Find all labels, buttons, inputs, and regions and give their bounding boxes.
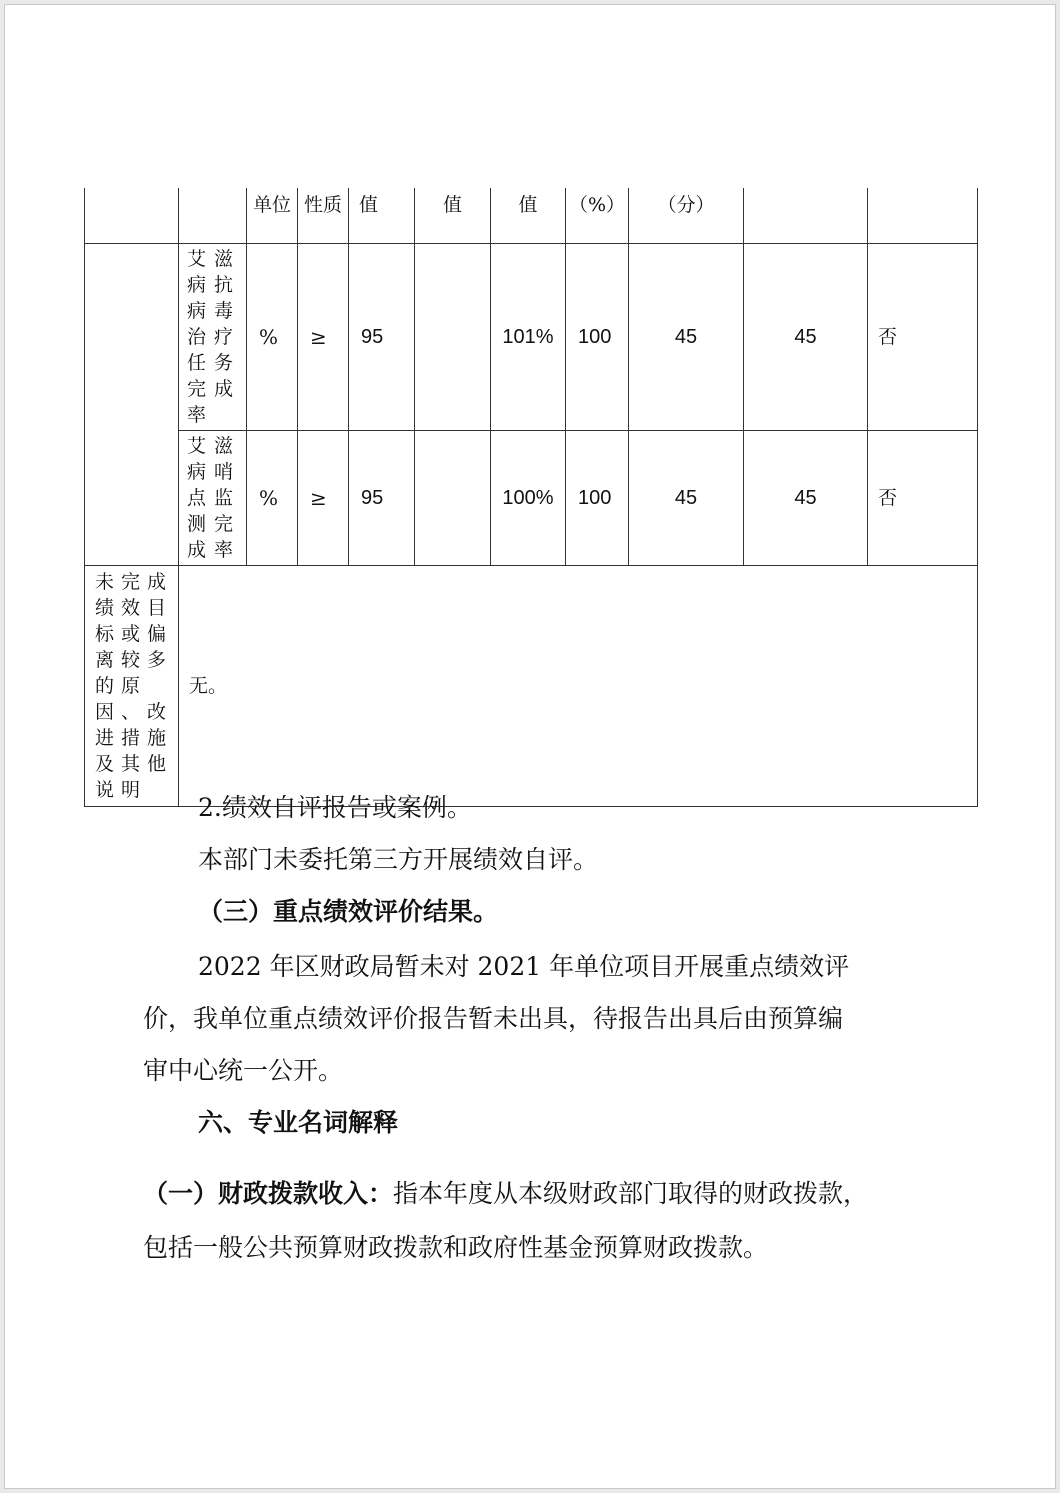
symbol-cell: ≥ — [298, 243, 349, 430]
blank-cell — [868, 188, 978, 243]
term-label: （一）财政拨款收入： — [143, 1179, 394, 1208]
reason-text: 无。 — [179, 565, 978, 806]
subheading-key-evaluation: （三）重点绩效评价结果。 — [198, 897, 499, 926]
paragraph-no-third-party: 本部门未委托第三方开展绩效自评。 — [198, 845, 599, 874]
header-target-value: 值 — [349, 188, 415, 243]
term-definition-line1 — [143, 1168, 868, 1220]
blank-cell — [85, 188, 179, 243]
indicator-name: 艾滋病抗病毒治疗任务完成率 — [179, 243, 247, 430]
paragraph-key-eval-line1: 2022 年区财政局暂未对 2021 年单位项目开展重点绩效评 — [198, 952, 850, 981]
table-row — [85, 430, 978, 565]
weight-cell: 45 — [629, 430, 744, 565]
score-cell: 45 — [744, 430, 868, 565]
unit-cell: % — [247, 243, 298, 430]
header-mid-value: 值 — [415, 188, 491, 243]
actual-cell: 100% — [491, 430, 566, 565]
target-cell: 95 — [349, 243, 415, 430]
score-cell: 45 — [744, 243, 868, 430]
header-rate: （%） — [566, 188, 629, 243]
reason-label: 未完成绩效目标或偏离较多的原因、改进措施及其他说明 — [85, 565, 179, 806]
performance-table — [84, 188, 978, 807]
header-unit: 单位 — [247, 188, 298, 243]
actual-cell: 101% — [491, 243, 566, 430]
rate-cell: 100 — [566, 243, 629, 430]
paragraph-key-eval-line3: 审中心统一公开。 — [143, 1056, 344, 1085]
indicator-name: 艾滋病哨点监测完成率 — [179, 430, 247, 565]
table-row — [85, 243, 978, 430]
flag-cell: 否 — [868, 430, 978, 565]
section-heading-terms: 六、专业名词解释 — [198, 1108, 399, 1137]
target-cell: 95 — [349, 430, 415, 565]
weight-cell: 45 — [629, 243, 744, 430]
term-definition-line2: 包括一般公共预算财政拨款和政府性基金预算财政拨款。 — [143, 1233, 769, 1262]
paragraph-key-eval-line2: 价，我单位重点绩效评价报告暂未出具，待报告出具后由预算编 — [143, 1004, 844, 1033]
mid-cell — [415, 243, 491, 430]
term-text: 指本年度从本级财政部门取得的财政拨款， — [393, 1179, 869, 1208]
mid-cell — [415, 430, 491, 565]
header-weight: （分） — [629, 188, 744, 243]
header-actual-value: 值 — [491, 188, 566, 243]
paragraph-self-eval-report: 2.绩效自评报告或案例。 — [198, 793, 472, 822]
symbol-cell: ≥ — [298, 430, 349, 565]
rate-cell: 100 — [566, 430, 629, 565]
header-nature: 性质 — [298, 188, 349, 243]
blank-cell — [179, 188, 247, 243]
unit-cell: % — [247, 430, 298, 565]
blank-cell — [85, 243, 179, 565]
table-header-row — [85, 188, 978, 243]
blank-cell — [744, 188, 868, 243]
flag-cell: 否 — [868, 243, 978, 430]
reason-row — [85, 565, 978, 806]
